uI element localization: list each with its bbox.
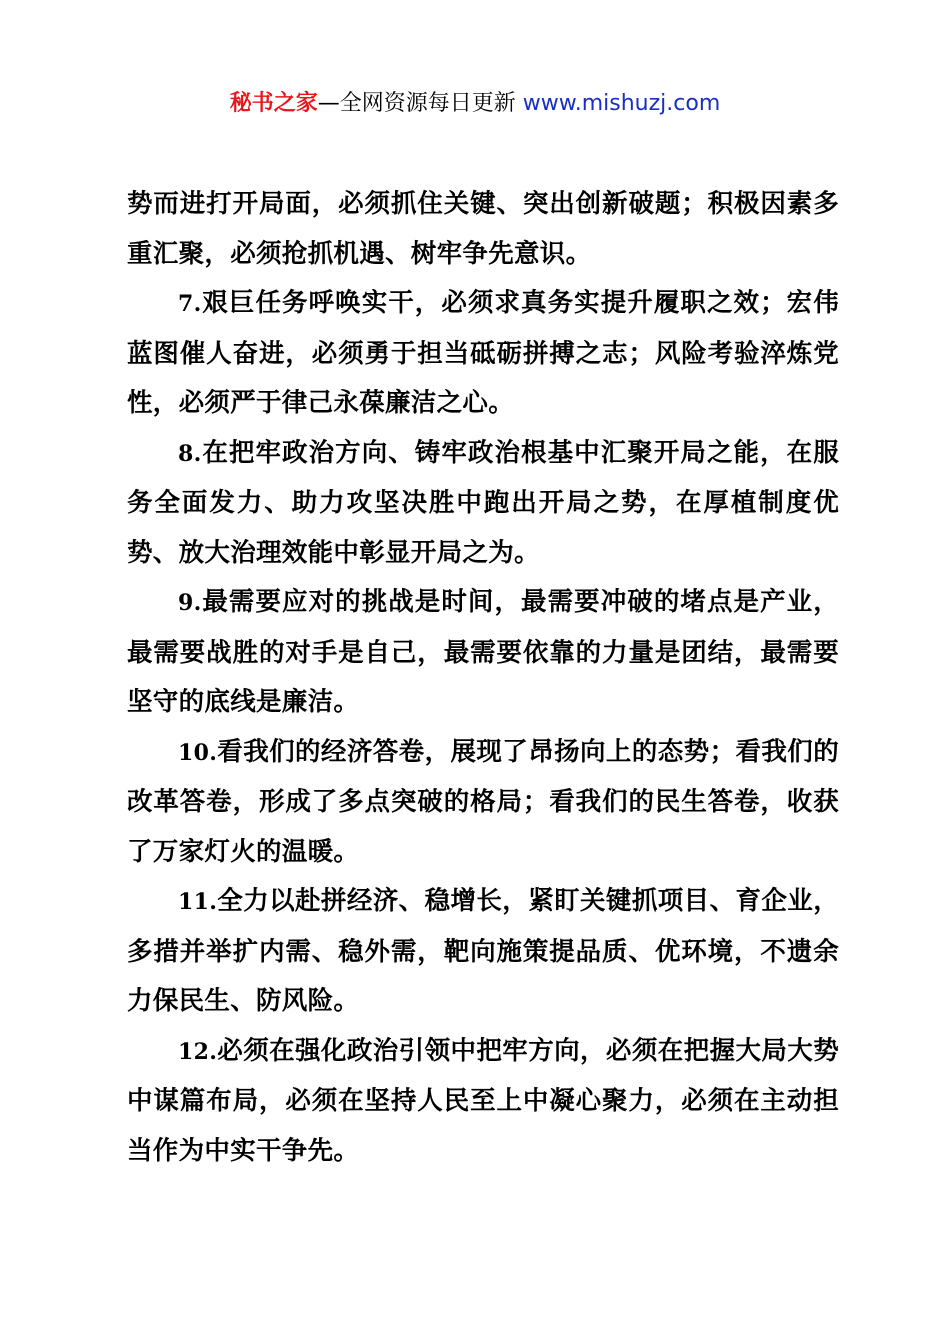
item-number: 12. [178, 1038, 218, 1065]
paragraph-item-8 [127, 429, 839, 579]
paragraph-text: 势而进打开局面，必须抓住关键、突出创新破题；积极因素多重汇聚，必须抢抓机遇、树牢争先意识。 [127, 189, 839, 269]
paragraph-continued [127, 180, 839, 279]
paragraph-text: 全力以赴拼经济、稳增长，紧盯关键抓项目、育企业，多措并举扩内需、稳外需，靶向施策提品质、优环境，不遗余力保民生、防风险。 [127, 886, 839, 1016]
paragraph-item-10 [127, 728, 839, 878]
document-body [127, 180, 839, 1176]
item-number: 11. [178, 889, 218, 915]
header-url-link[interactable]: www.mishuzj.com [522, 91, 721, 116]
paragraph-text: 在把牢政治方向、铸牢政治根基中汇聚开局之能，在服务全面发力、助力攻坚决胜中跑出开局之势，在厚植制度优势、放大治理效能中彰显开局之为。 [127, 437, 839, 568]
paragraph-text: 艰巨任务呼唤实干，必须求真务实提升履职之效；宏伟蓝图催人奋进，必须勇于担当砥砺拼搏之志；风险考验淬炼党性，必须严于律己永葆廉洁之心。 [127, 288, 839, 418]
header-brand: 秘书之家 [229, 91, 318, 116]
paragraph-text: 看我们的经济答卷，展现了昂扬向上的态势；看我们的改革答卷，形成了多点突破的格局；看我们的民生答卷，收获了万家灯火的温暖。 [127, 736, 839, 867]
item-number: 10. [178, 739, 218, 766]
paragraph-text: 必须在强化政治引领中把牢方向，必须在把握大局大势中谋篇布局，必须在坚持人民至上中凝心聚力，必须在主动担当作为中实干争先。 [127, 1035, 839, 1166]
paragraph-text: 最需要应对的挑战是时间，最需要冲破的堵点是产业，最需要战胜的对手是自己，最需要依靠的力量是团结，最需要坚守的底线是廉洁。 [127, 587, 839, 717]
paragraph-item-12 [127, 1027, 839, 1177]
header-tagline: —全网资源每日更新 [317, 91, 523, 116]
item-number: 7. [178, 291, 202, 317]
paragraph-item-11 [127, 877, 839, 1027]
paragraph-item-9 [127, 578, 839, 728]
page-header [0, 88, 950, 120]
item-number: 8. [178, 440, 202, 467]
paragraph-item-7 [127, 279, 839, 429]
item-number: 9. [178, 590, 202, 616]
